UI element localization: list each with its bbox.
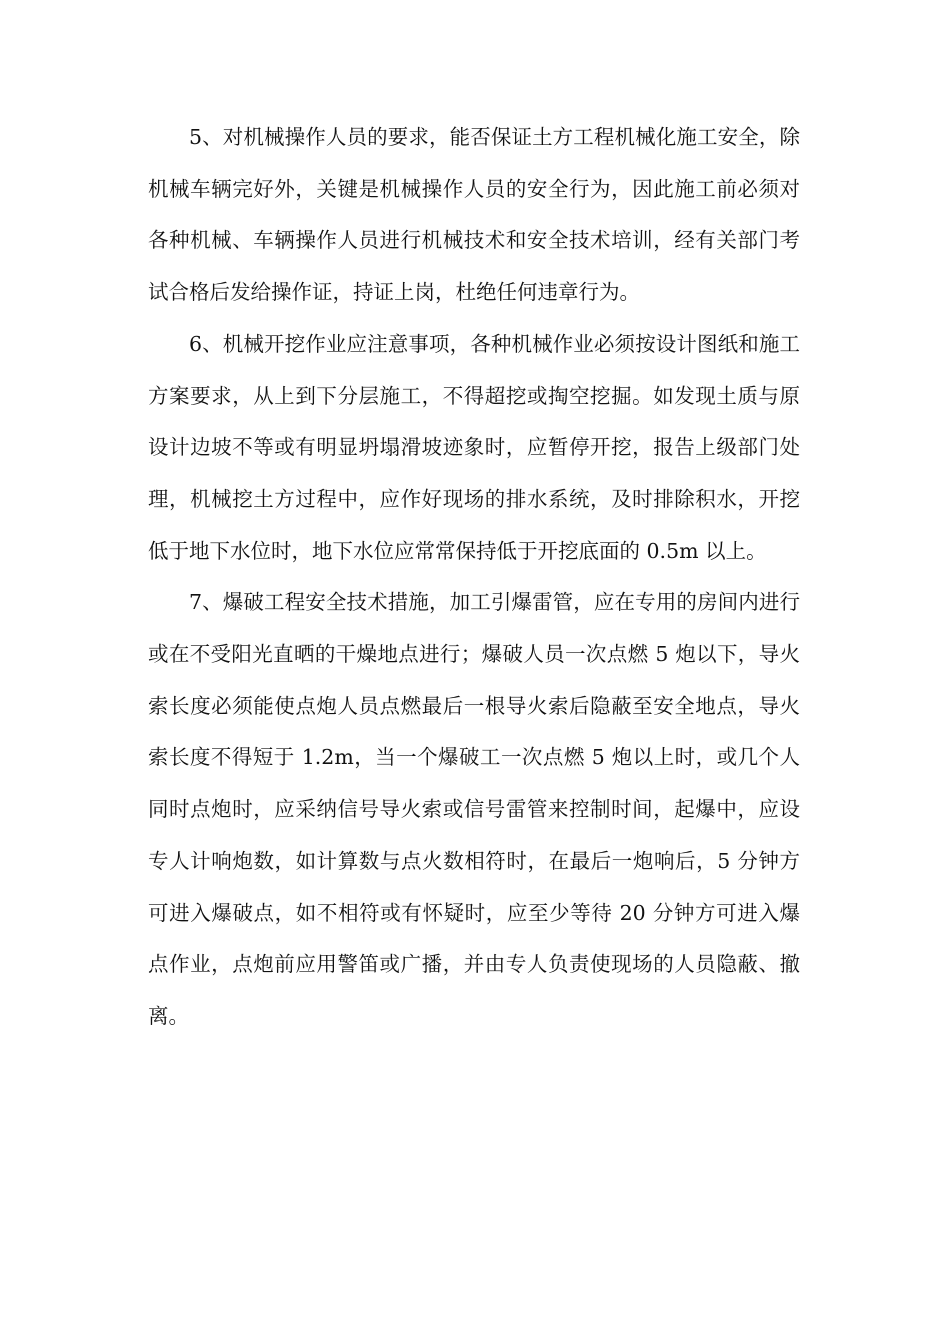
document-body — [148, 112, 800, 1043]
paragraph-6-excavation-notes: 6、机械开挖作业应注意事项，各种机械作业必须按设计图纸和施工方案要求，从上到下分层施工，不得超挖或掏空挖掘。如发现土质与原设计边坡不等或有明显坍塌滑坡迹象时，应暂停开挖，报告上级部门处理，机械挖土方过程中，应作好现场的排水系统，及时排除积水，开挖低于地下水位时，地下水位应常常保持低于开挖底面的 0.5m 以上。 — [148, 331, 800, 563]
paragraph-7-blasting-safety: 7、爆破工程安全技术措施，加工引爆雷管，应在专用的房间内进行或在不受阳光直晒的干燥地点进行；爆破人员一次点燃 5 炮以下，导火索长度必须能使点炮人员点燃最后一根导火索后隐蔽至安全地点，导火索长度不得短于 1.2m，当一个爆破工一次点燃 5 炮以上时，或几个人同时点炮时，应采纳信号导火索或信号雷管来控制时间，起爆中，应设专人计响炮数，如计算数与点火数相符时，在最后一炮响后，5 分钟方可进入爆破点，如不相符或有怀疑时，应至少等待 20 分钟方可进入爆点作业，点炮前应用警笛或广播，并由专人负责使现场的人员隐蔽、撤离。 — [148, 590, 800, 1028]
paragraph-5-machine-operators: 5、对机械操作人员的要求，能否保证土方工程机械化施工安全，除机械车辆完好外，关键是机械操作人员的安全行为，因此施工前必须对各种机械、车辆操作人员进行机械技术和安全技术培训，经有关部门考试合格后发给操作证，持证上岗，杜绝任何违章行为。 — [148, 125, 800, 305]
